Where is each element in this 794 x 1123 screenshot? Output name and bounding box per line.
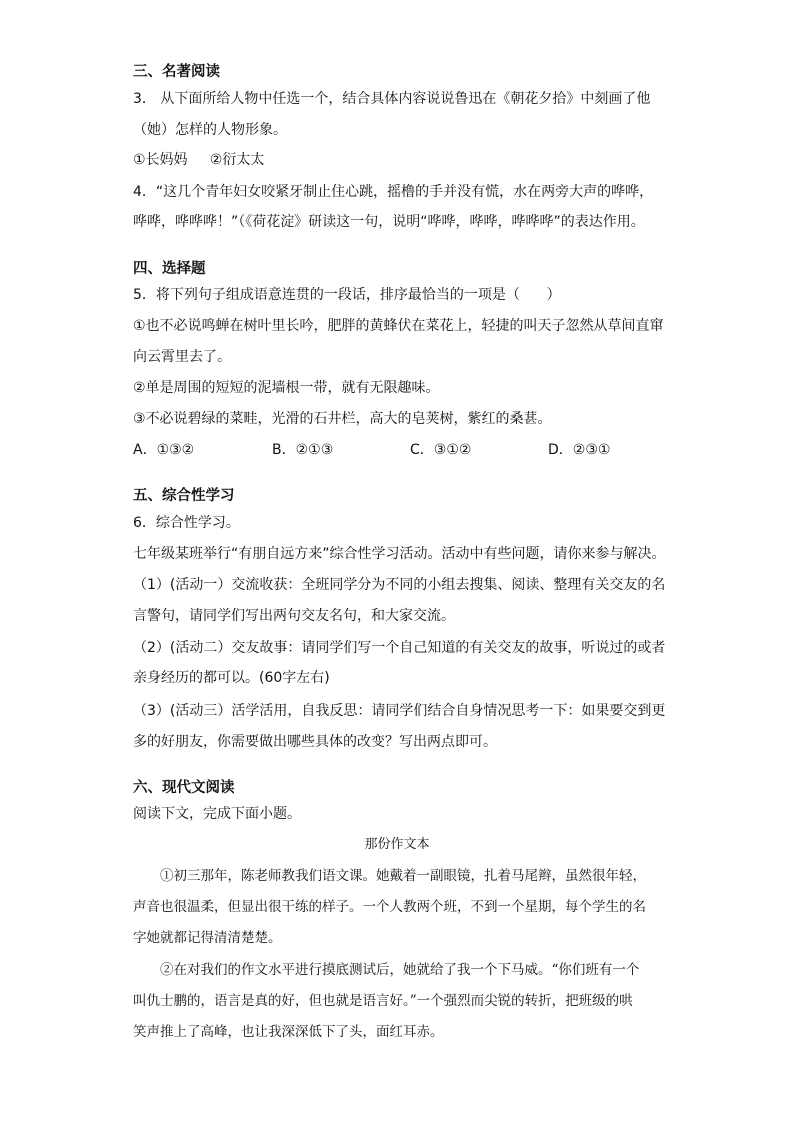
q4-line1: 4．“这几个青年妇女咬紧牙制止住心跳，摇橹的手并没有慌，水在两旁大声的哗哗，: [133, 184, 654, 200]
sentence2: ②单是周围的短短的泥墙根一带，就有无限趣味。: [133, 380, 440, 396]
activity-intro: 七年级某班举行“有朋自远方来”综合性学习活动。活动中有些问题，请你来参与解决。: [133, 546, 666, 562]
q4-line2: 哗哗，哗哗哗！”（《荷花淀》研读这一句，说明“哗哗，哗哗，哗哗哗”的表达作用。: [133, 214, 645, 230]
activity1-line2: 言警句，请同学们写出两句交友名句，和大家交流。: [133, 608, 455, 624]
activity3-line2: 多的好朋友，你需要做出哪些具体的改变？写出两点即可。: [133, 734, 497, 750]
section4-heading: 四、选择题: [133, 261, 206, 277]
essay-p1-line1: ①初三那年，陈老师教我们语文课。她戴着一副眼镜，扎着马尾辫，虽然很年轻，: [160, 868, 646, 884]
essay-title: 那份作文本: [364, 837, 430, 852]
section5-heading: 五、综合性学习: [133, 488, 235, 504]
q3-line2: （她）怎样的人物形象。: [133, 122, 287, 138]
section3-heading: 三、名著阅读: [133, 64, 220, 80]
sentence1-line2: 向云霄里去了。: [133, 349, 231, 365]
essay-p1-line3: 字她就都记得清清楚楚。: [133, 930, 282, 946]
activity1-line1: （1）(活动一）交流收获：全班同学分为不同的小组去搜集、阅读、整理有关交友的名: [133, 577, 666, 593]
essay-p2-line2: 叫仇士鹏的，语言是真的好，但也就是语言好。”一个强烈而尖锐的转折，把班级的哄: [133, 993, 633, 1009]
option-c: C．③①②: [410, 442, 472, 458]
section6-heading: 六、现代文阅读: [133, 780, 235, 796]
activity2-line2: 亲身经历的都可以。(60字左右): [133, 670, 330, 686]
essay-p2-line3: 笑声推上了高峰，也让我深深低下了头，面红耳赤。: [133, 1024, 444, 1040]
essay-p2-line1: ②在对我们的作文水平进行摸底测试后，她就给了我一个下马威。“你们班有一个: [160, 962, 640, 978]
q6-stem: 6．综合性学习。: [133, 515, 240, 531]
reading-instruction: 阅读下文，完成下面小题。: [133, 806, 301, 822]
essay-p1-line2: 声音也很温柔，但显出很干练的样子。一个人教两个班，不到一个星期，每个学生的名: [133, 899, 646, 915]
activity2-line1: （2）(活动二）交友故事：请同学们写一个自己知道的有关交友的故事，听说过的或者: [133, 640, 666, 656]
option-b: B．②①③: [272, 442, 334, 458]
q3-options: ①长妈妈 ②衍太太: [133, 152, 265, 168]
option-d: D．②③①: [548, 442, 611, 458]
sentence1-line1: ①也不必说鸣蝉在树叶里长吟，肥胖的黄蜂伏在菜花上，轻捷的叫天子忽然从草间直窜: [133, 318, 664, 334]
activity3-line1: （3）(活动三）活学活用，自我反思：请同学们结合自身情况思考一下：如果要交到更: [133, 703, 666, 719]
sentence3: ③不必说碧绿的菜畦，光滑的石井栏，高大的皂荚树，紫红的桑葚。: [133, 411, 552, 427]
q5-stem: 5．将下列句子组成语意连贯的一段话，排序最恰当的一项是（ ）: [133, 287, 561, 303]
option-a: A．①③②: [133, 442, 195, 458]
q3-line1: 3． 从下面所给人物中任选一个，结合具体内容说说鲁迅在《朝花夕拾》中刻画了他: [133, 91, 651, 107]
